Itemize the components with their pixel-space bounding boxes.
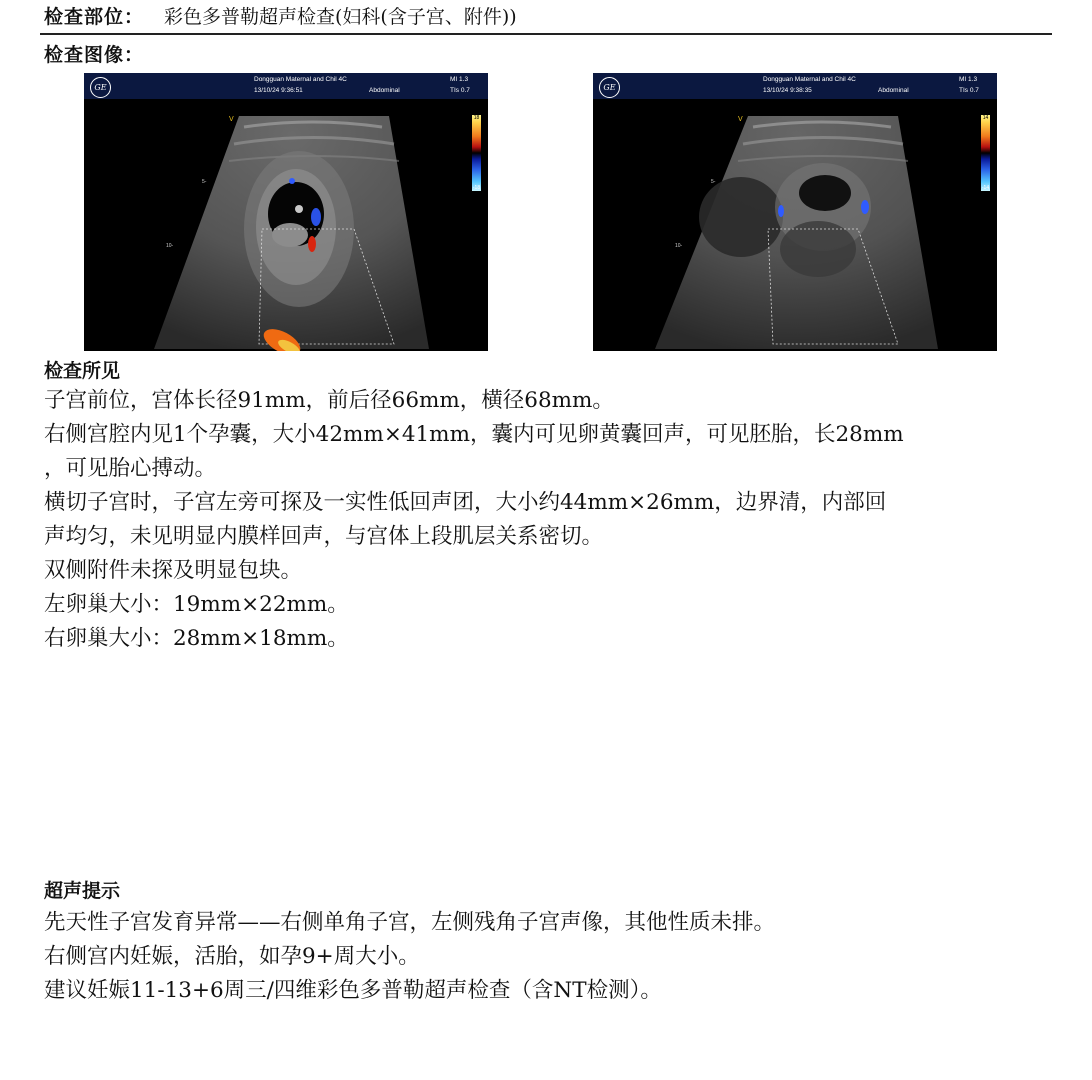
scale-bottom: -14: [981, 185, 990, 191]
color-flow: [861, 200, 869, 214]
impression-line: 右侧宫内妊娠，活胎，如孕9+周大小。: [44, 944, 420, 969]
institution-text: Dongguan Maternal and Chil 4C: [254, 76, 347, 83]
sonogram-1: [84, 99, 488, 351]
mi-text: MI 1.3: [959, 76, 978, 83]
impression-body: [44, 906, 775, 1008]
v-marker: V: [229, 116, 234, 123]
sonogram-2: [593, 99, 997, 351]
uterine-cavity: [799, 175, 851, 211]
tis-text: TIs 0.7: [450, 87, 470, 94]
findings-line: 横切子宫时，子宫左旁可探及一实性低回声团，大小约44mm×26mm，边界清，内部回: [44, 490, 887, 515]
mode-text: Abdominal: [878, 87, 909, 94]
ultrasound-image-2: [593, 73, 997, 351]
datetime-text: 13/10/24 9:36:51: [254, 87, 303, 94]
exam-site-label: 检查部位：: [44, 6, 145, 28]
color-scale-bar: [981, 115, 990, 191]
tis-text: TIs 0.7: [959, 87, 979, 94]
datetime-text: 13/10/24 9:38:35: [763, 87, 812, 94]
findings-line: 声均匀，未见明显内膜样回声，与宫体上段肌层关系密切。: [44, 524, 604, 549]
color-scale-bar: [472, 115, 481, 191]
v-marker: V: [738, 116, 743, 123]
depth-mark-5: 5-: [711, 179, 716, 185]
ge-logo: GE: [90, 77, 111, 98]
images-label: 检查图像：: [44, 44, 145, 66]
findings-body: [44, 384, 904, 656]
scale-bottom: -18: [472, 185, 481, 191]
impression-line: 先天性子宫发育异常——右侧单角子宫，左侧残角子宫声像，其他性质未排。: [44, 910, 776, 935]
ultrasound-image-1: [84, 73, 488, 351]
ultrasound-header: [593, 73, 997, 99]
ge-logo: GE: [599, 77, 620, 98]
findings-title: 检查所见: [44, 360, 121, 382]
findings-line: 右侧宫腔内见1个孕囊，大小42mm×41mm，囊内可见卵黄囊回声，可见胚胎，长28mm: [44, 422, 904, 447]
depth-mark-10: 10-: [675, 243, 683, 249]
ultrasound-header: [84, 73, 488, 99]
institution-text: Dongguan Maternal and Chil 4C: [763, 76, 856, 83]
scale-top: 14: [982, 115, 989, 121]
mi-text: MI 1.3: [450, 76, 469, 83]
findings-line: 左卵巢大小：19mm×22mm。: [44, 592, 349, 617]
hypoechoic-mass: [699, 177, 783, 257]
depth-mark-10: 10-: [166, 243, 174, 249]
findings-line: 子宫前位，宫体长径91mm，前后径66mm，横径68mm。: [44, 388, 614, 413]
depth-mark-5: 5-: [202, 179, 207, 185]
findings-line: 右卵巢大小：28mm×18mm。: [44, 626, 349, 651]
header-divider: [40, 33, 1052, 35]
scale-top: 18: [473, 115, 480, 121]
mode-text: Abdominal: [369, 87, 400, 94]
impression-title: 超声提示: [44, 880, 121, 902]
exam-site-value: 彩色多普勒超声检查(妇科(含子宫、附件)): [164, 6, 517, 28]
findings-line: ，可见胎心搏动。: [44, 456, 217, 481]
findings-line: 双侧附件未探及明显包块。: [44, 558, 303, 583]
impression-line: 建议妊娠11-13+6周三/四维彩色多普勒超声检查（含NT检测）。: [44, 978, 662, 1003]
